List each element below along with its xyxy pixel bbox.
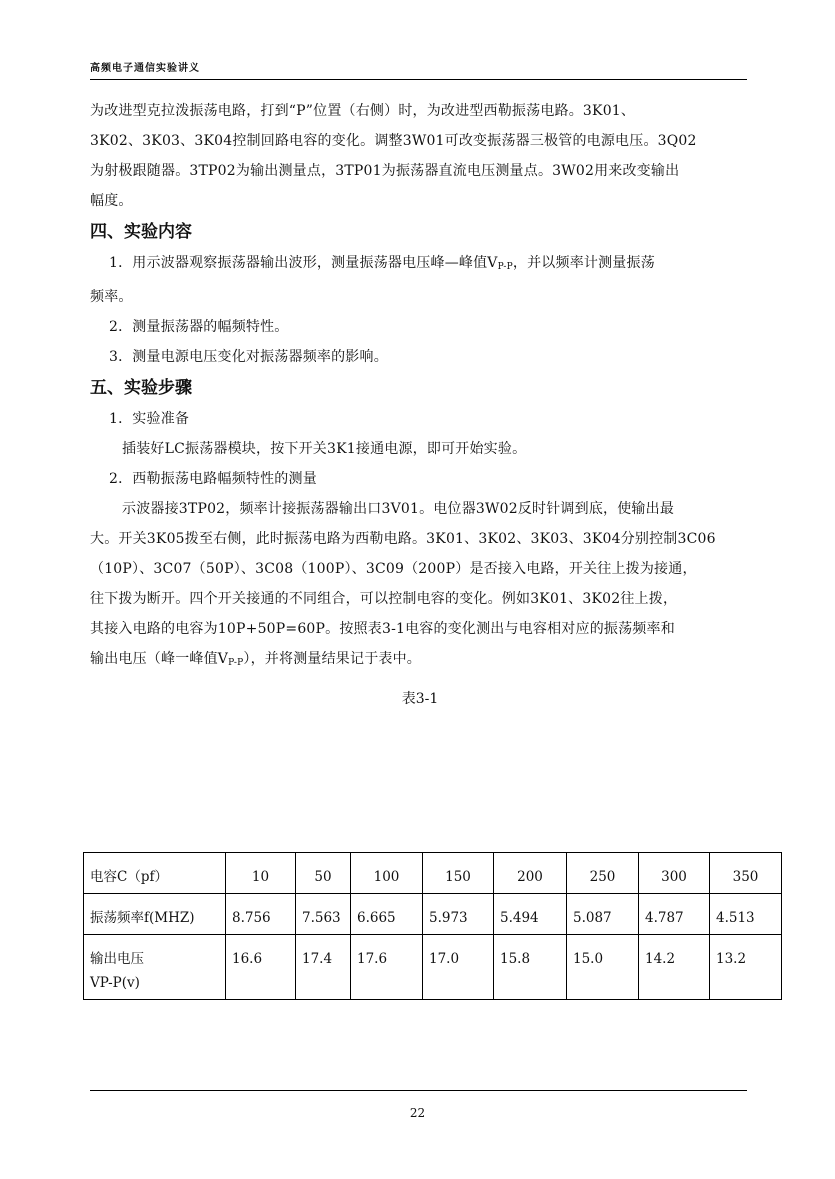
paragraph-line: 为改进型克拉泼振荡电路，打到“P”位置（右侧）时，为改进型西勒振荡电路。3K01、 bbox=[90, 103, 636, 119]
results-table bbox=[83, 852, 782, 1000]
content-item-1-text-end: ，并以频率计测量振荡 bbox=[512, 255, 655, 271]
table-cell: 50 bbox=[296, 853, 351, 894]
row-header-line: VP-P(v) bbox=[90, 975, 140, 991]
paragraph-line: 3K02、3K03、3K04控制回路电容的变化。调整3W01可改变振荡器三极管的电源电压。3Q02 bbox=[90, 133, 697, 149]
step-2-title: 2．西勒振荡电路幅频特性的测量 bbox=[109, 471, 317, 487]
step-1-title: 1．实验准备 bbox=[109, 411, 190, 427]
paragraph-line: 为射极跟随器。3TP02为输出测量点，3TP01为振荡器直流电压测量点。3W02用来改变输出 bbox=[90, 163, 680, 179]
content-item-1-text: 1．用示波器观察振荡器输出波形，测量振荡器电压峰—峰值V bbox=[109, 255, 498, 271]
section-heading-5: 五、实验步骤 bbox=[90, 378, 192, 398]
paragraph-text-end: ），并将测量结果记于表中。 bbox=[243, 651, 421, 667]
row-header-frequency: 振荡频率f(MHZ) bbox=[84, 894, 226, 935]
row-header-capacitance: 电容C（pf） bbox=[84, 853, 226, 894]
table-cell: 14.2 bbox=[639, 935, 710, 1000]
table-cell: 15.8 bbox=[494, 935, 567, 1000]
table-cell: 17.4 bbox=[296, 935, 351, 1000]
table-cell: 4.787 bbox=[639, 894, 710, 935]
table-cell: 5.494 bbox=[494, 894, 567, 935]
section-heading-4: 四、实验内容 bbox=[90, 222, 192, 242]
table-cell: 200 bbox=[494, 853, 567, 894]
row-header-output-voltage bbox=[84, 935, 226, 1000]
paragraph-line: 频率。 bbox=[90, 289, 133, 305]
table-cell: 4.513 bbox=[710, 894, 782, 935]
footer-rule bbox=[90, 1090, 747, 1091]
table-row bbox=[84, 935, 782, 1000]
table-cell: 150 bbox=[423, 853, 494, 894]
table-cell: 8.756 bbox=[226, 894, 296, 935]
table-cell: 5.087 bbox=[567, 894, 639, 935]
page-number: 22 bbox=[409, 1106, 426, 1120]
table-cell: 7.563 bbox=[296, 894, 351, 935]
content-item-1 bbox=[90, 248, 750, 282]
table-cell: 5.973 bbox=[423, 894, 494, 935]
paragraph-line: 往下拨为断开。四个开关接通的不同组合，可以控制电容的变化。例如3K01、3K02往上拨， bbox=[90, 591, 678, 607]
step-1-body: 插装好LC振荡器模块，按下开关3K1接通电源，即可开始实验。 bbox=[122, 441, 527, 457]
row-header-line: 输出电压 bbox=[90, 951, 144, 967]
vpp-subscript: P-P bbox=[228, 658, 244, 668]
page-header bbox=[90, 62, 747, 80]
table-cell: 100 bbox=[351, 853, 423, 894]
table-cell: 16.6 bbox=[226, 935, 296, 1000]
content-item-2: 2．测量振荡器的幅频特性。 bbox=[109, 319, 289, 335]
table-caption: 表3-1 bbox=[401, 691, 439, 707]
table-cell: 17.6 bbox=[351, 935, 423, 1000]
table-cell: 10 bbox=[226, 853, 296, 894]
table-row bbox=[84, 853, 782, 894]
paragraph-line: 其接入电路的电容为10P+50P=60P。按照表3-1电容的变化测出与电容相对应的振荡频率和 bbox=[90, 621, 675, 637]
table-cell: 250 bbox=[567, 853, 639, 894]
vpp-subscript: P-P bbox=[497, 262, 513, 272]
table-cell: 6.665 bbox=[351, 894, 423, 935]
header-rule bbox=[90, 79, 747, 80]
table-cell: 17.0 bbox=[423, 935, 494, 1000]
header-title: 高频电子通信实验讲义 bbox=[90, 63, 200, 74]
paragraph-line: 示波器接3TP02，频率计接振荡器输出口3V01。电位器3W02反时针调到底，使输出最 bbox=[122, 501, 675, 517]
table-cell: 350 bbox=[710, 853, 782, 894]
paragraph-line: 大。开关3K05拨至右侧，此时振荡电路为西勒电路。3K01、3K02、3K03、3K04分别控制3C06 bbox=[90, 531, 716, 547]
table-cell: 13.2 bbox=[710, 935, 782, 1000]
table-cell: 15.0 bbox=[567, 935, 639, 1000]
paragraph-line bbox=[90, 644, 750, 678]
document-body bbox=[90, 96, 750, 714]
table-row bbox=[84, 894, 782, 935]
table-cell: 300 bbox=[639, 853, 710, 894]
paragraph-line: （10P）、3C07（50P）、3C08（100P）、3C09（200P）是否接入电路，开关往上拨为接通， bbox=[90, 561, 697, 577]
paragraph-line: 幅度。 bbox=[90, 193, 133, 209]
content-item-3: 3．测量电源电压变化对振荡器频率的影响。 bbox=[109, 349, 388, 365]
paragraph-text: 输出电压（峰一峰值V bbox=[90, 651, 229, 667]
